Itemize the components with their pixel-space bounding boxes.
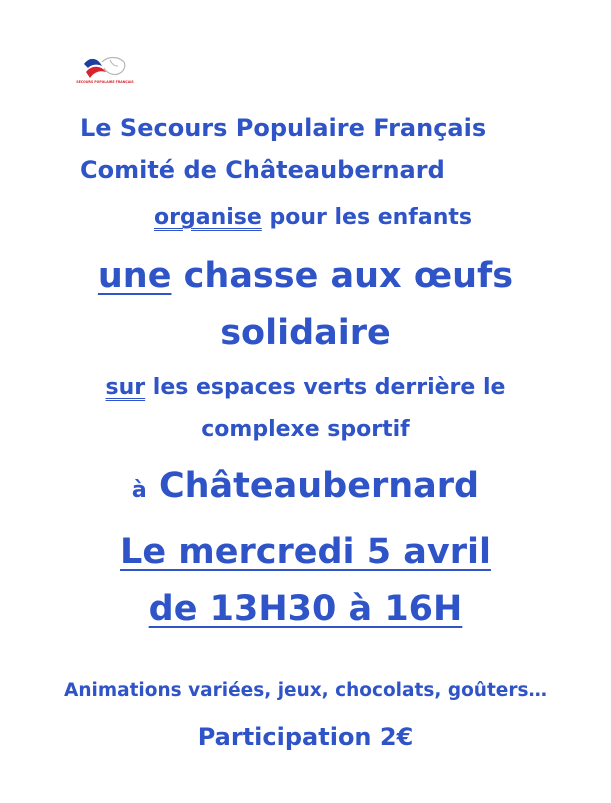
event-title [0, 256, 611, 296]
logo-text: SECOURS POPULAIRE FRANÇAIS [76, 80, 134, 84]
location-line2: complexe sportif [201, 417, 410, 442]
event-title-line2: solidaire [220, 313, 391, 353]
city-prep: à [131, 478, 147, 503]
intro-rest: pour les enfants [261, 205, 472, 230]
event-date [0, 532, 611, 572]
event-date-text: Le mercredi 5 avril [120, 532, 491, 572]
intro-verb: organise [154, 205, 262, 230]
event-title-rest: chasse aux œufs [171, 256, 514, 296]
location-line [0, 375, 611, 400]
organizer-name: Le Secours Populaire Français [80, 114, 487, 142]
event-time [0, 589, 611, 629]
city-line [0, 466, 611, 506]
organizer-committee: Comité de Châteaubernard [80, 156, 445, 184]
intro-line [0, 205, 611, 230]
event-time-text: de 13H30 à 16H [148, 589, 463, 629]
event-title-article: une [97, 256, 172, 296]
location-rest: les espaces verts derrière le [145, 375, 506, 400]
activities-list: Animations variées, jeux, chocolats, goûters… [64, 680, 547, 701]
participation-price: Participation 2€ [197, 723, 414, 751]
city-name: Châteaubernard [146, 466, 480, 506]
location-prep: sur [105, 375, 146, 400]
secours-populaire-logo [76, 50, 134, 88]
